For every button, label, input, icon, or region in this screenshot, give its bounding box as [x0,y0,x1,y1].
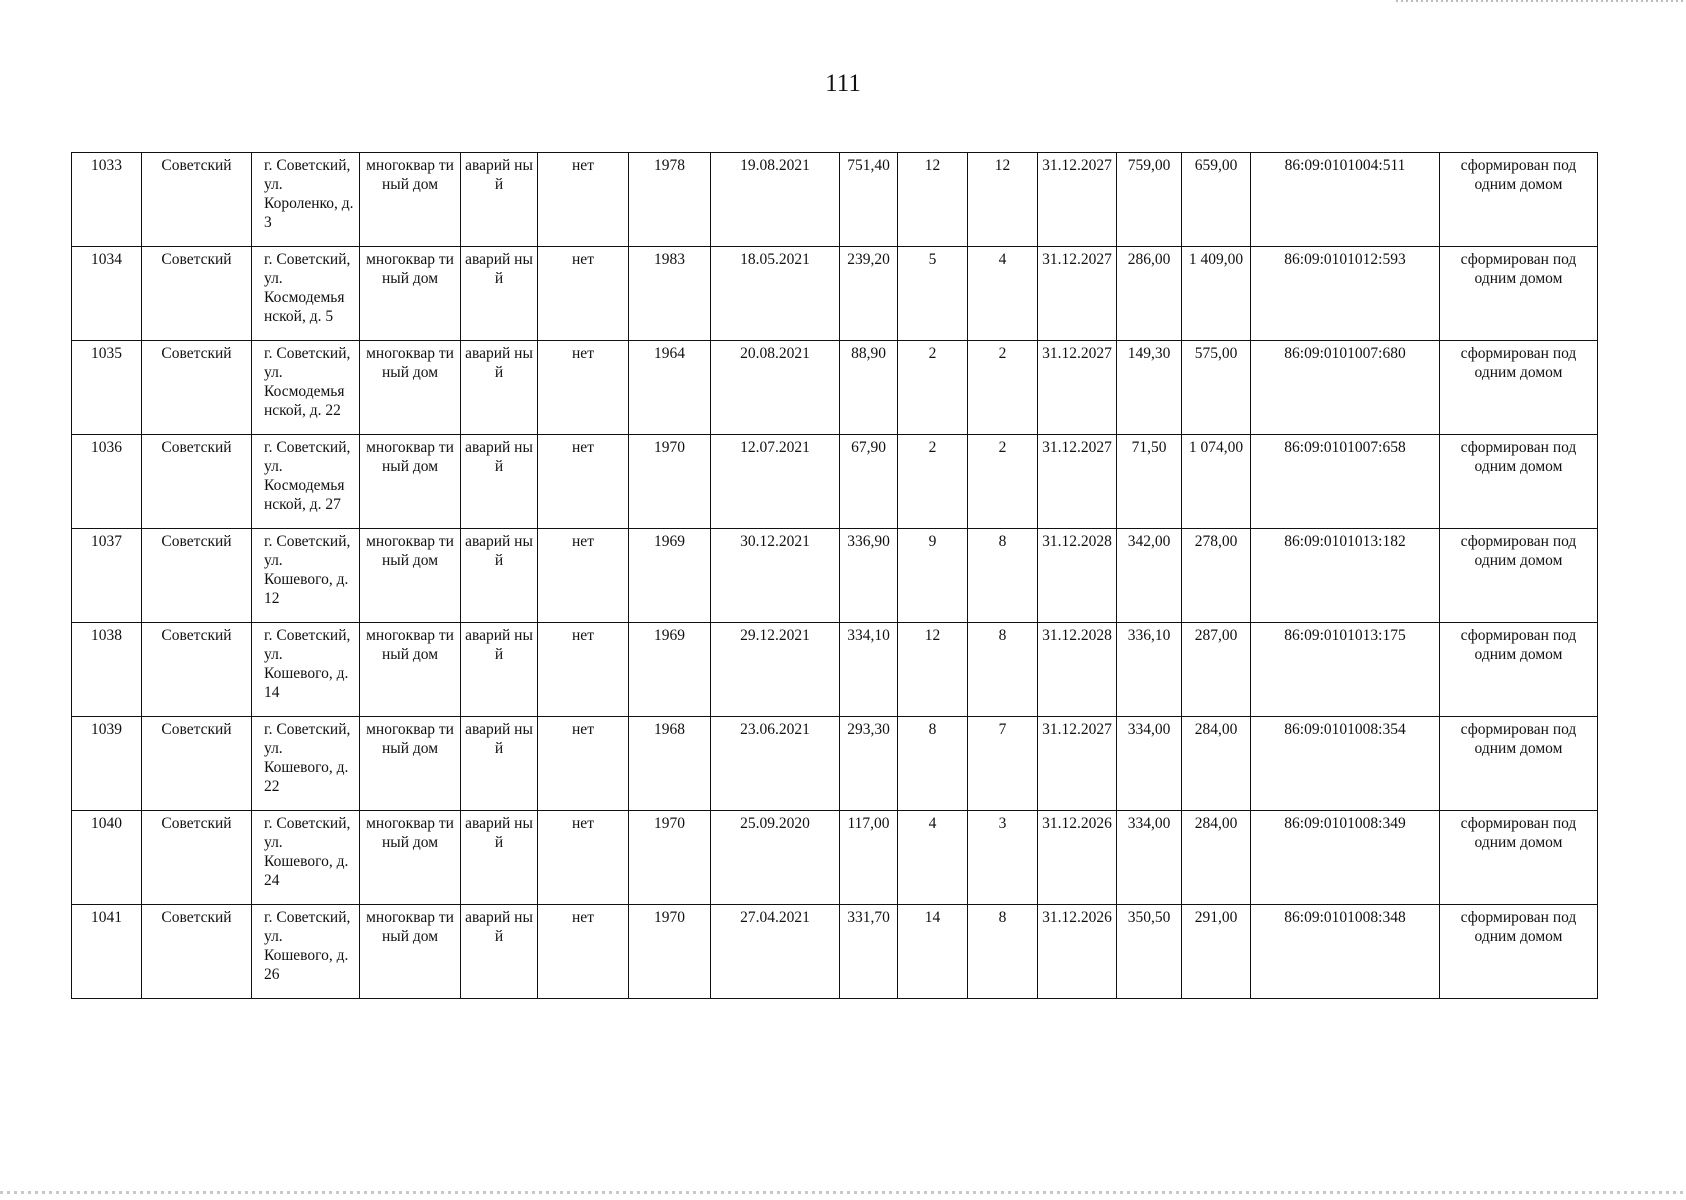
cell-address: г. Советский, ул. Кошевого, д. 12 [252,529,360,623]
cell-cadastral-number: 86:09:0101008:354 [1251,717,1440,811]
cell-deadline: 31.12.2026 [1038,811,1117,905]
cell-address: г. Советский, ул. Космодемья нской, д. 22 [252,341,360,435]
cell-residents: 12 [898,623,968,717]
cell-building-type: многоквар тиный дом [360,529,461,623]
cell-price: 291,00 [1182,905,1251,999]
cell-condition: аварий ный [461,153,538,247]
cell-area: 239,20 [840,247,898,341]
cell-year: 1968 [629,717,711,811]
cell-apartments: 4 [968,247,1038,341]
cell-cadastral-number: 86:09:0101004:511 [1251,153,1440,247]
cell-cadastral-number: 86:09:0101008:348 [1251,905,1440,999]
cell-condition: аварий ный [461,341,538,435]
cell-apartments: 2 [968,435,1038,529]
table-row [72,811,1598,905]
cell-cadastral-number: 86:09:0101013:182 [1251,529,1440,623]
cell-total-area: 286,00 [1117,247,1182,341]
table-row [72,529,1598,623]
cell-apartments: 8 [968,529,1038,623]
cell-date: 30.12.2021 [711,529,840,623]
cell-deadline: 31.12.2027 [1038,153,1117,247]
table-row [72,153,1598,247]
cell-date: 27.04.2021 [711,905,840,999]
cell-total-area: 336,10 [1117,623,1182,717]
cell-area: 293,30 [840,717,898,811]
cell-area: 334,10 [840,623,898,717]
cell-condition: аварий ный [461,435,538,529]
table-row [72,905,1598,999]
cell-apartments: 12 [968,153,1038,247]
cell-date: 19.08.2021 [711,153,840,247]
cell-row-number: 1037 [72,529,142,623]
cell-row-number: 1033 [72,153,142,247]
cell-land-status: сформирован под одним домом [1440,811,1598,905]
cell-apartments: 8 [968,623,1038,717]
cell-building-type: многоквар тиный дом [360,623,461,717]
cell-price: 284,00 [1182,811,1251,905]
table-row [72,623,1598,717]
cell-year: 1983 [629,247,711,341]
cell-year: 1970 [629,435,711,529]
cell-land-status: сформирован под одним домом [1440,905,1598,999]
cell-building-type: многоквар тиный дом [360,905,461,999]
cell-date: 18.05.2021 [711,247,840,341]
cell-area: 117,00 [840,811,898,905]
cell-price: 278,00 [1182,529,1251,623]
cell-row-number: 1034 [72,247,142,341]
table-body [72,153,1598,999]
cell-deadline: 31.12.2028 [1038,623,1117,717]
cell-price: 1 409,00 [1182,247,1251,341]
cell-residents: 14 [898,905,968,999]
cell-area: 751,40 [840,153,898,247]
table-row [72,247,1598,341]
cell-flag: нет [538,623,629,717]
cell-building-type: многоквар тиный дом [360,153,461,247]
cell-total-area: 334,00 [1117,811,1182,905]
cell-district: Советский [142,341,252,435]
cell-cadastral-number: 86:09:0101007:658 [1251,435,1440,529]
cell-flag: нет [538,435,629,529]
cell-total-area: 334,00 [1117,717,1182,811]
cell-cadastral-number: 86:09:0101012:593 [1251,247,1440,341]
cell-building-type: многоквар тиный дом [360,247,461,341]
cell-total-area: 71,50 [1117,435,1182,529]
table-row [72,341,1598,435]
cell-row-number: 1041 [72,905,142,999]
cell-date: 25.09.2020 [711,811,840,905]
cell-area: 88,90 [840,341,898,435]
cell-total-area: 350,50 [1117,905,1182,999]
cell-cadastral-number: 86:09:0101007:680 [1251,341,1440,435]
cell-district: Советский [142,905,252,999]
cell-condition: аварий ный [461,623,538,717]
cell-row-number: 1035 [72,341,142,435]
cell-deadline: 31.12.2028 [1038,529,1117,623]
cell-year: 1978 [629,153,711,247]
table-row [72,717,1598,811]
cell-area: 67,90 [840,435,898,529]
cell-residents: 2 [898,435,968,529]
cell-deadline: 31.12.2027 [1038,247,1117,341]
cell-date: 20.08.2021 [711,341,840,435]
cell-condition: аварий ный [461,717,538,811]
cell-row-number: 1036 [72,435,142,529]
cell-flag: нет [538,811,629,905]
page-number: 111 [825,70,861,97]
cell-address: г. Советский, ул. Космодемья нской, д. 27 [252,435,360,529]
cell-address: г. Советский, ул. Космодемья нской, д. 5 [252,247,360,341]
cell-price: 287,00 [1182,623,1251,717]
cell-residents: 2 [898,341,968,435]
cell-land-status: сформирован под одним домом [1440,529,1598,623]
cell-building-type: многоквар тиный дом [360,435,461,529]
cell-apartments: 3 [968,811,1038,905]
cell-address: г. Советский, ул. Короленко, д. 3 [252,153,360,247]
cell-price: 659,00 [1182,153,1251,247]
cell-flag: нет [538,717,629,811]
cell-condition: аварий ный [461,811,538,905]
cell-area: 331,70 [840,905,898,999]
cell-condition: аварий ный [461,529,538,623]
cell-total-area: 342,00 [1117,529,1182,623]
cell-deadline: 31.12.2026 [1038,905,1117,999]
cell-row-number: 1040 [72,811,142,905]
cell-land-status: сформирован под одним домом [1440,435,1598,529]
scan-edge-top [1396,0,1686,2]
cell-year: 1969 [629,623,711,717]
cell-price: 1 074,00 [1182,435,1251,529]
cell-district: Советский [142,247,252,341]
cell-address: г. Советский, ул. Кошевого, д. 14 [252,623,360,717]
cell-address: г. Советский, ул. Кошевого, д. 26 [252,905,360,999]
cell-address: г. Советский, ул. Кошевого, д. 24 [252,811,360,905]
cell-building-type: многоквар тиный дом [360,717,461,811]
cell-deadline: 31.12.2027 [1038,341,1117,435]
cell-cadastral-number: 86:09:0101008:349 [1251,811,1440,905]
cell-district: Советский [142,435,252,529]
scan-edge-bottom [0,1191,1686,1194]
cell-cadastral-number: 86:09:0101013:175 [1251,623,1440,717]
cell-district: Советский [142,811,252,905]
cell-residents: 9 [898,529,968,623]
cell-date: 12.07.2021 [711,435,840,529]
cell-price: 284,00 [1182,717,1251,811]
cell-land-status: сформирован под одним домом [1440,341,1598,435]
cell-district: Советский [142,717,252,811]
cell-flag: нет [538,247,629,341]
cell-apartments: 2 [968,341,1038,435]
cell-deadline: 31.12.2027 [1038,435,1117,529]
cell-flag: нет [538,529,629,623]
cell-apartments: 8 [968,905,1038,999]
cell-price: 575,00 [1182,341,1251,435]
cell-land-status: сформирован под одним домом [1440,153,1598,247]
cell-year: 1969 [629,529,711,623]
cell-land-status: сформирован под одним домом [1440,247,1598,341]
cell-residents: 12 [898,153,968,247]
housing-registry-table [71,152,1598,999]
cell-address: г. Советский, ул. Кошевого, д. 22 [252,717,360,811]
cell-condition: аварий ный [461,905,538,999]
cell-land-status: сформирован под одним домом [1440,623,1598,717]
cell-row-number: 1038 [72,623,142,717]
cell-date: 29.12.2021 [711,623,840,717]
cell-flag: нет [538,905,629,999]
cell-residents: 4 [898,811,968,905]
cell-residents: 8 [898,717,968,811]
cell-year: 1970 [629,905,711,999]
cell-area: 336,90 [840,529,898,623]
cell-apartments: 7 [968,717,1038,811]
cell-total-area: 759,00 [1117,153,1182,247]
cell-condition: аварий ный [461,247,538,341]
cell-district: Советский [142,623,252,717]
cell-flag: нет [538,153,629,247]
cell-year: 1964 [629,341,711,435]
cell-total-area: 149,30 [1117,341,1182,435]
cell-building-type: многоквар тиный дом [360,341,461,435]
cell-date: 23.06.2021 [711,717,840,811]
cell-deadline: 31.12.2027 [1038,717,1117,811]
cell-building-type: многоквар тиный дом [360,811,461,905]
cell-residents: 5 [898,247,968,341]
cell-district: Советский [142,153,252,247]
cell-district: Советский [142,529,252,623]
cell-land-status: сформирован под одним домом [1440,717,1598,811]
cell-year: 1970 [629,811,711,905]
cell-flag: нет [538,341,629,435]
table-row [72,435,1598,529]
cell-row-number: 1039 [72,717,142,811]
